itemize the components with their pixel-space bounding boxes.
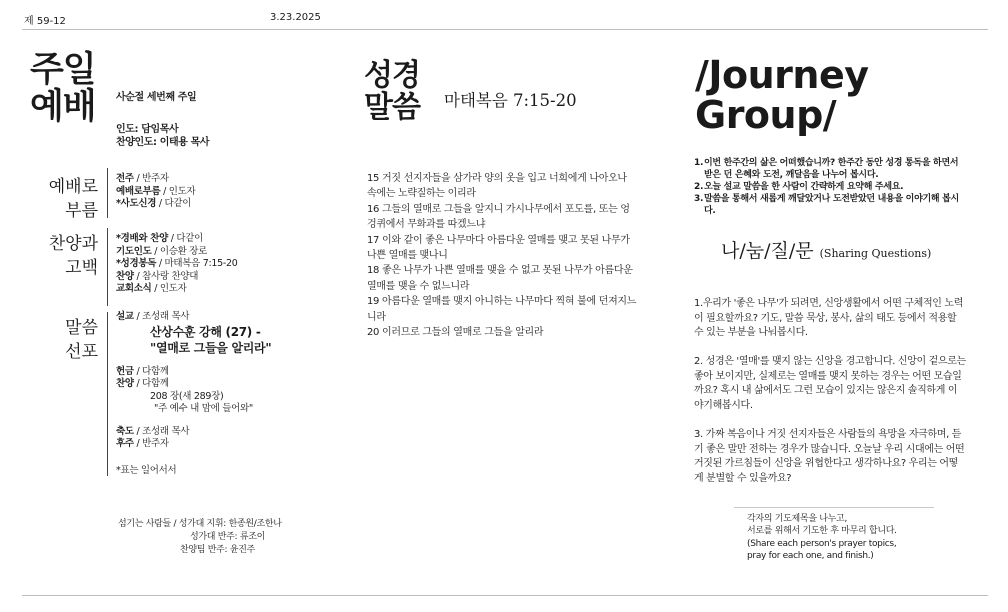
order-item bbox=[116, 271, 238, 284]
order-item bbox=[116, 378, 271, 391]
section-praise-confession bbox=[26, 232, 98, 280]
question-item bbox=[694, 181, 964, 193]
order-item bbox=[116, 173, 195, 186]
sermon-subtitle: "열매로 그들을 알리라" bbox=[150, 340, 272, 355]
order-item bbox=[116, 283, 238, 296]
order-item bbox=[116, 426, 271, 439]
issue-number: 제 59-12 bbox=[24, 16, 66, 27]
journey-title-line1: /Journey bbox=[695, 53, 869, 97]
credits-line1: 섬기는 사람들 / 성가대 지휘: 한종원/조한나 bbox=[118, 519, 282, 529]
order-value: / 조성래 목사 bbox=[133, 425, 190, 437]
order-value: / 마태복음 7:15-20 bbox=[156, 258, 238, 269]
order-value: / 반주자 bbox=[133, 438, 169, 449]
scripture-title bbox=[364, 60, 420, 124]
question-text: 오늘 설교 말씀을 한 사람이 간략하게 요약해 주세요. bbox=[704, 182, 904, 192]
order-value: / 다함께 bbox=[133, 378, 169, 389]
bulletin-date: 3.23.2025 bbox=[270, 12, 321, 23]
order-key: 축도 bbox=[116, 425, 134, 437]
order-item bbox=[116, 198, 195, 211]
verse: 20 이러므로 그들의 열매로 그들을 알리라 bbox=[367, 327, 544, 339]
prayer-line: 각자의 기도제목을 나누고, bbox=[747, 514, 848, 524]
order-praise bbox=[116, 233, 238, 296]
prayer-divider bbox=[734, 507, 934, 508]
order-value: / 인도자 bbox=[151, 283, 187, 294]
order-value: / 다같이 bbox=[156, 198, 192, 209]
order-call bbox=[116, 173, 195, 211]
sharing-questions bbox=[694, 297, 966, 501]
order-key: *성경봉독 bbox=[116, 258, 157, 269]
order-key: 예배로부름 bbox=[116, 185, 161, 197]
divider-word bbox=[107, 312, 108, 476]
section-word-line1: 말씀 bbox=[65, 318, 98, 338]
section-praise-line2: 고백 bbox=[65, 258, 98, 278]
order-item bbox=[116, 186, 195, 199]
scripture-title-line2: 말씀 bbox=[364, 90, 420, 125]
divider-call bbox=[107, 168, 108, 218]
order-value: / 조성래 목사 bbox=[133, 311, 190, 322]
section-call-line2: 부름 bbox=[65, 201, 98, 221]
stand-note: *표는 일어서서 bbox=[116, 464, 177, 476]
order-item bbox=[116, 366, 271, 379]
worship-leader: 인도: 담임목사 bbox=[116, 124, 179, 135]
question-number: 1. bbox=[694, 158, 704, 168]
bottom-divider bbox=[22, 595, 988, 596]
verse: 17 이와 같이 좋은 나무마다 아름다운 열매를 맺고 못된 나무가 나쁜 열매를 맺나니 bbox=[367, 234, 630, 262]
journey-questions bbox=[694, 157, 964, 217]
sharing-heading-en: (Sharing Questions) bbox=[819, 247, 932, 260]
order-key: 찬양 bbox=[116, 270, 134, 282]
worship-day: 사순절 세번째 주일 bbox=[116, 92, 197, 103]
verse: 18 좋은 나무가 나쁜 열매를 맺을 수 없고 못된 나무가 아름다운 열매를 맺을 수 없느니라 bbox=[367, 265, 633, 292]
sharing-question: 1.우리가 '좋은 나무'가 되려면, 신앙생활에서 어떤 구체적인 노력이 필요할까요? 기도, 말씀 묵상, 봉사, 삶의 태도 등에서 적용할 수 있는 부분을 나눠봅시다. bbox=[694, 298, 964, 339]
section-word-line2: 선포 bbox=[65, 342, 98, 362]
sharing-question: 2. 성경은 '열매'를 맺지 않는 신앙을 경고합니다. 신앙이 겉으로는 좋아 보이지만, 실제로는 열매를 맺지 못하는 경우는 어떤 모습일까요? 혹시 내 삶에서도 그런 모습이 있지는 않은지 솔직하게 이야기해봅시다. bbox=[694, 356, 966, 412]
question-text: 이번 한주간의 삶은 어떠했습니까? 한주간 동안 성경 통독을 하면서 받은 던 은혜와 도전, 깨달음을 나누어 봅시다. bbox=[704, 158, 959, 180]
order-key: 후주 bbox=[116, 438, 134, 449]
order-item bbox=[116, 233, 238, 246]
scripture-passage: 마태복음 7:15-20 bbox=[444, 91, 577, 110]
sharing-question: 3. 가짜 복음이나 거짓 선지자들은 사람들의 욕망을 자극하며, 듣기 좋은 말만 전하는 경우가 많습니다. 오늘날 우리 시대에는 어떤 거짓된 가르침들이 신앙을 위협한다고 생각하나요? 우리는 어떻게 분별할 수 있을까요? bbox=[694, 429, 965, 484]
order-key: *사도신경 bbox=[116, 198, 157, 209]
order-key: 헌금 bbox=[116, 365, 134, 377]
order-key: 설교 bbox=[116, 311, 134, 322]
prayer-line: pray for each one, and finish.) bbox=[747, 551, 874, 562]
question-text: 말씀을 통해서 새롭게 깨달았거나 도전받았던 내용을 이야기해 봅시다. bbox=[704, 194, 959, 216]
order-value: / 다같이 bbox=[168, 233, 204, 244]
question-number: 3. bbox=[694, 194, 704, 204]
sharing-heading-ko: 나/눔/질/문 bbox=[721, 240, 814, 262]
order-key: *경배와 찬양 bbox=[116, 233, 169, 244]
verse: 19 아름다운 열매를 맺지 아니하는 나무마다 찍혀 불에 던져지느니라 bbox=[367, 296, 637, 323]
question-item bbox=[694, 193, 964, 217]
order-item bbox=[116, 246, 238, 259]
hymn-number: 208 장(새 289장) bbox=[150, 390, 224, 402]
question-number: 2. bbox=[694, 182, 704, 192]
order-item bbox=[116, 438, 271, 451]
order-key: 찬양 bbox=[116, 378, 134, 389]
worship-title bbox=[30, 52, 110, 126]
section-call-to-worship bbox=[26, 175, 98, 223]
order-key: 기도인도 bbox=[116, 245, 152, 257]
order-item bbox=[116, 311, 271, 324]
praise-leader: 찬양인도: 이태용 목사 bbox=[116, 137, 210, 148]
credits-line2: 성가대 반주: 류조이 bbox=[190, 532, 266, 542]
sharing-questions-heading bbox=[721, 236, 931, 263]
section-call-line1: 예배로 bbox=[48, 177, 98, 197]
order-value: / 이승환 장로 bbox=[151, 245, 207, 257]
credits-line3: 찬양팀 반주: 윤진주 bbox=[180, 545, 256, 555]
question-item bbox=[694, 157, 964, 181]
divider-praise bbox=[107, 228, 108, 306]
hymn-title: "주 예수 내 맘에 들어와" bbox=[154, 403, 253, 414]
verse: 15 거짓 선지자들을 삼가라 양의 옷을 입고 너희에게 나아오나 속에는 노략질하는 이리라 bbox=[367, 173, 627, 200]
order-item bbox=[116, 258, 238, 271]
order-value: / 반주자 bbox=[133, 173, 169, 184]
section-praise-line1: 찬양과 bbox=[48, 234, 98, 254]
journey-group-title bbox=[695, 55, 869, 135]
worship-title-line1: 주일 bbox=[30, 50, 96, 90]
scripture-verses bbox=[367, 171, 639, 340]
order-key: 전주 bbox=[116, 173, 134, 184]
section-word-proclamation bbox=[26, 316, 98, 364]
top-divider bbox=[22, 29, 988, 30]
order-value: / 다함께 bbox=[133, 365, 169, 377]
order-word bbox=[116, 311, 271, 477]
prayer-instructions bbox=[747, 513, 897, 563]
worship-title-line2: 예배 bbox=[30, 87, 96, 127]
journey-title-line2: Group/ bbox=[695, 93, 837, 137]
order-value: / 인도자 bbox=[160, 185, 196, 197]
sermon-title: 산상수훈 강해 (27) - bbox=[150, 324, 261, 339]
order-value: / 참사랑 찬양대 bbox=[133, 270, 199, 282]
prayer-line: 서로를 위해서 기도한 후 마무리 합니다. bbox=[747, 526, 897, 537]
verse: 16 그들의 열매로 그들을 알지니 가시나무에서 포도를, 또는 엉겅퀴에서 무화과를 따겠느냐 bbox=[367, 203, 630, 231]
prayer-line: (Share each person's prayer topics, bbox=[747, 538, 897, 549]
scripture-title-line1: 성경 bbox=[364, 58, 420, 93]
order-key: 교회소식 bbox=[116, 283, 152, 294]
